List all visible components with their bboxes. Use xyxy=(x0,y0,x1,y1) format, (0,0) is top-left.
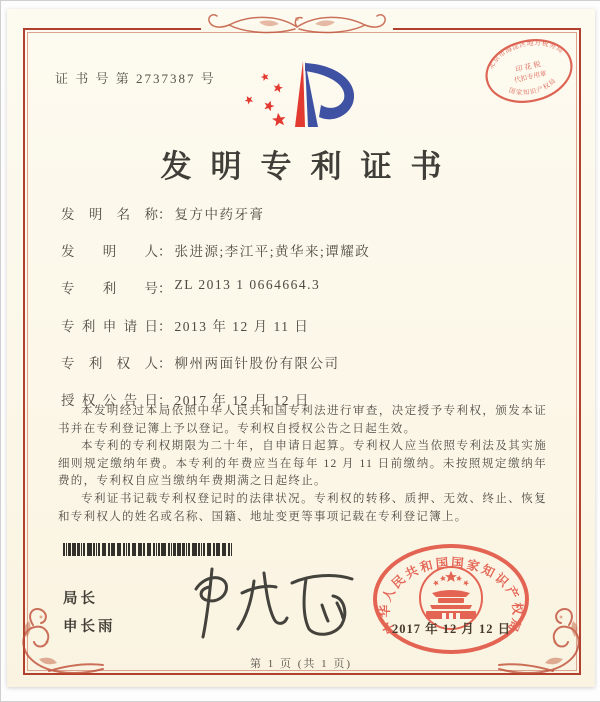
field-row-inventors xyxy=(61,240,551,277)
director-title: 局长 xyxy=(63,591,98,607)
footer-page-number: 第 1 页 (共 1 页) xyxy=(249,658,353,670)
tax-stamp-icon xyxy=(479,31,579,111)
field-label: 专利申请日 xyxy=(61,318,158,334)
legal-paragraph: 本专利的专利权期限为二十年，自申请日起算。专利权人应当依照专利法及其实施细则规定缴纳年费。本专利的年费应当在每年 12 月 11 日前缴纳。未按照规定缴纳年费的，专利权自应当缴纳年费期满之日起终止。 xyxy=(58,440,547,488)
field-colon: ： xyxy=(158,318,172,334)
field-colon: ： xyxy=(158,207,172,222)
official-seal-icon xyxy=(367,541,535,657)
seal-ring-text: 中华人民共和国国家知识产权局 xyxy=(377,555,525,637)
director-name: 申长雨 xyxy=(63,619,116,635)
field-value: ZL 2013 1 0664664.3 xyxy=(174,277,321,293)
legal-paragraph: 本发明经过本局依照中华人民共和国专利法进行审查，决定授予专利权，颁发本证书并在专利登记簿上予以登记。专利权自授权公告之日起生效。 xyxy=(58,405,547,435)
field-row-invention-name xyxy=(61,203,551,240)
certificate-number: 证 书 号 第 2737387 号 xyxy=(55,71,216,86)
field-value: 2013 年 12 月 11 日 xyxy=(174,318,310,334)
signature-icon xyxy=(184,557,364,649)
field-value: 2017 年 12 月 12 日 xyxy=(174,392,310,408)
field-label: 专利权人 xyxy=(61,355,158,371)
field-colon: ： xyxy=(158,355,172,371)
field-value: 复方中药牙膏 xyxy=(174,207,265,222)
field-row-patent-number xyxy=(61,277,551,314)
legal-text-block xyxy=(58,403,547,526)
field-colon: ： xyxy=(158,392,172,408)
tax-stamp-center-line1: 印 花 税 xyxy=(514,59,542,74)
tax-stamp-top-text: 北京市海淀区地方税务局 xyxy=(487,39,565,71)
top-flourish-icon xyxy=(199,9,395,43)
cnipa-logo-icon xyxy=(241,55,371,130)
barcode xyxy=(63,543,233,556)
field-value: 柳州两面针股份有限公司 xyxy=(174,355,340,371)
tax-stamp-center-line2: 代扣专用章 xyxy=(513,70,548,85)
field-label: 专利号 xyxy=(61,281,158,297)
field-row-patentee xyxy=(61,352,551,389)
field-label: 授权公告日 xyxy=(61,392,158,408)
field-label: 发明人 xyxy=(61,244,158,260)
legal-paragraph: 专利证书记载专利权登记时的法律状况。专利权的转移、质押、无效、终止、恢复和专利权人的姓名或名称、国籍、地址变更等事项记载在专利登记簿上。 xyxy=(58,492,547,523)
certificate-title: 发明专利证书 xyxy=(160,149,461,184)
field-value: 张进源;李江平;黄华来;谭耀政 xyxy=(174,244,371,260)
field-colon: ： xyxy=(158,244,172,260)
field-row-filing-date xyxy=(61,315,551,352)
seal-date: 2017 年 12 月 12 日 xyxy=(392,622,512,636)
field-list xyxy=(61,203,551,426)
field-label: 发明名称 xyxy=(61,207,158,222)
field-colon: ： xyxy=(158,281,172,297)
tax-stamp-bottom-text: 国家知识产权局 xyxy=(507,77,558,97)
